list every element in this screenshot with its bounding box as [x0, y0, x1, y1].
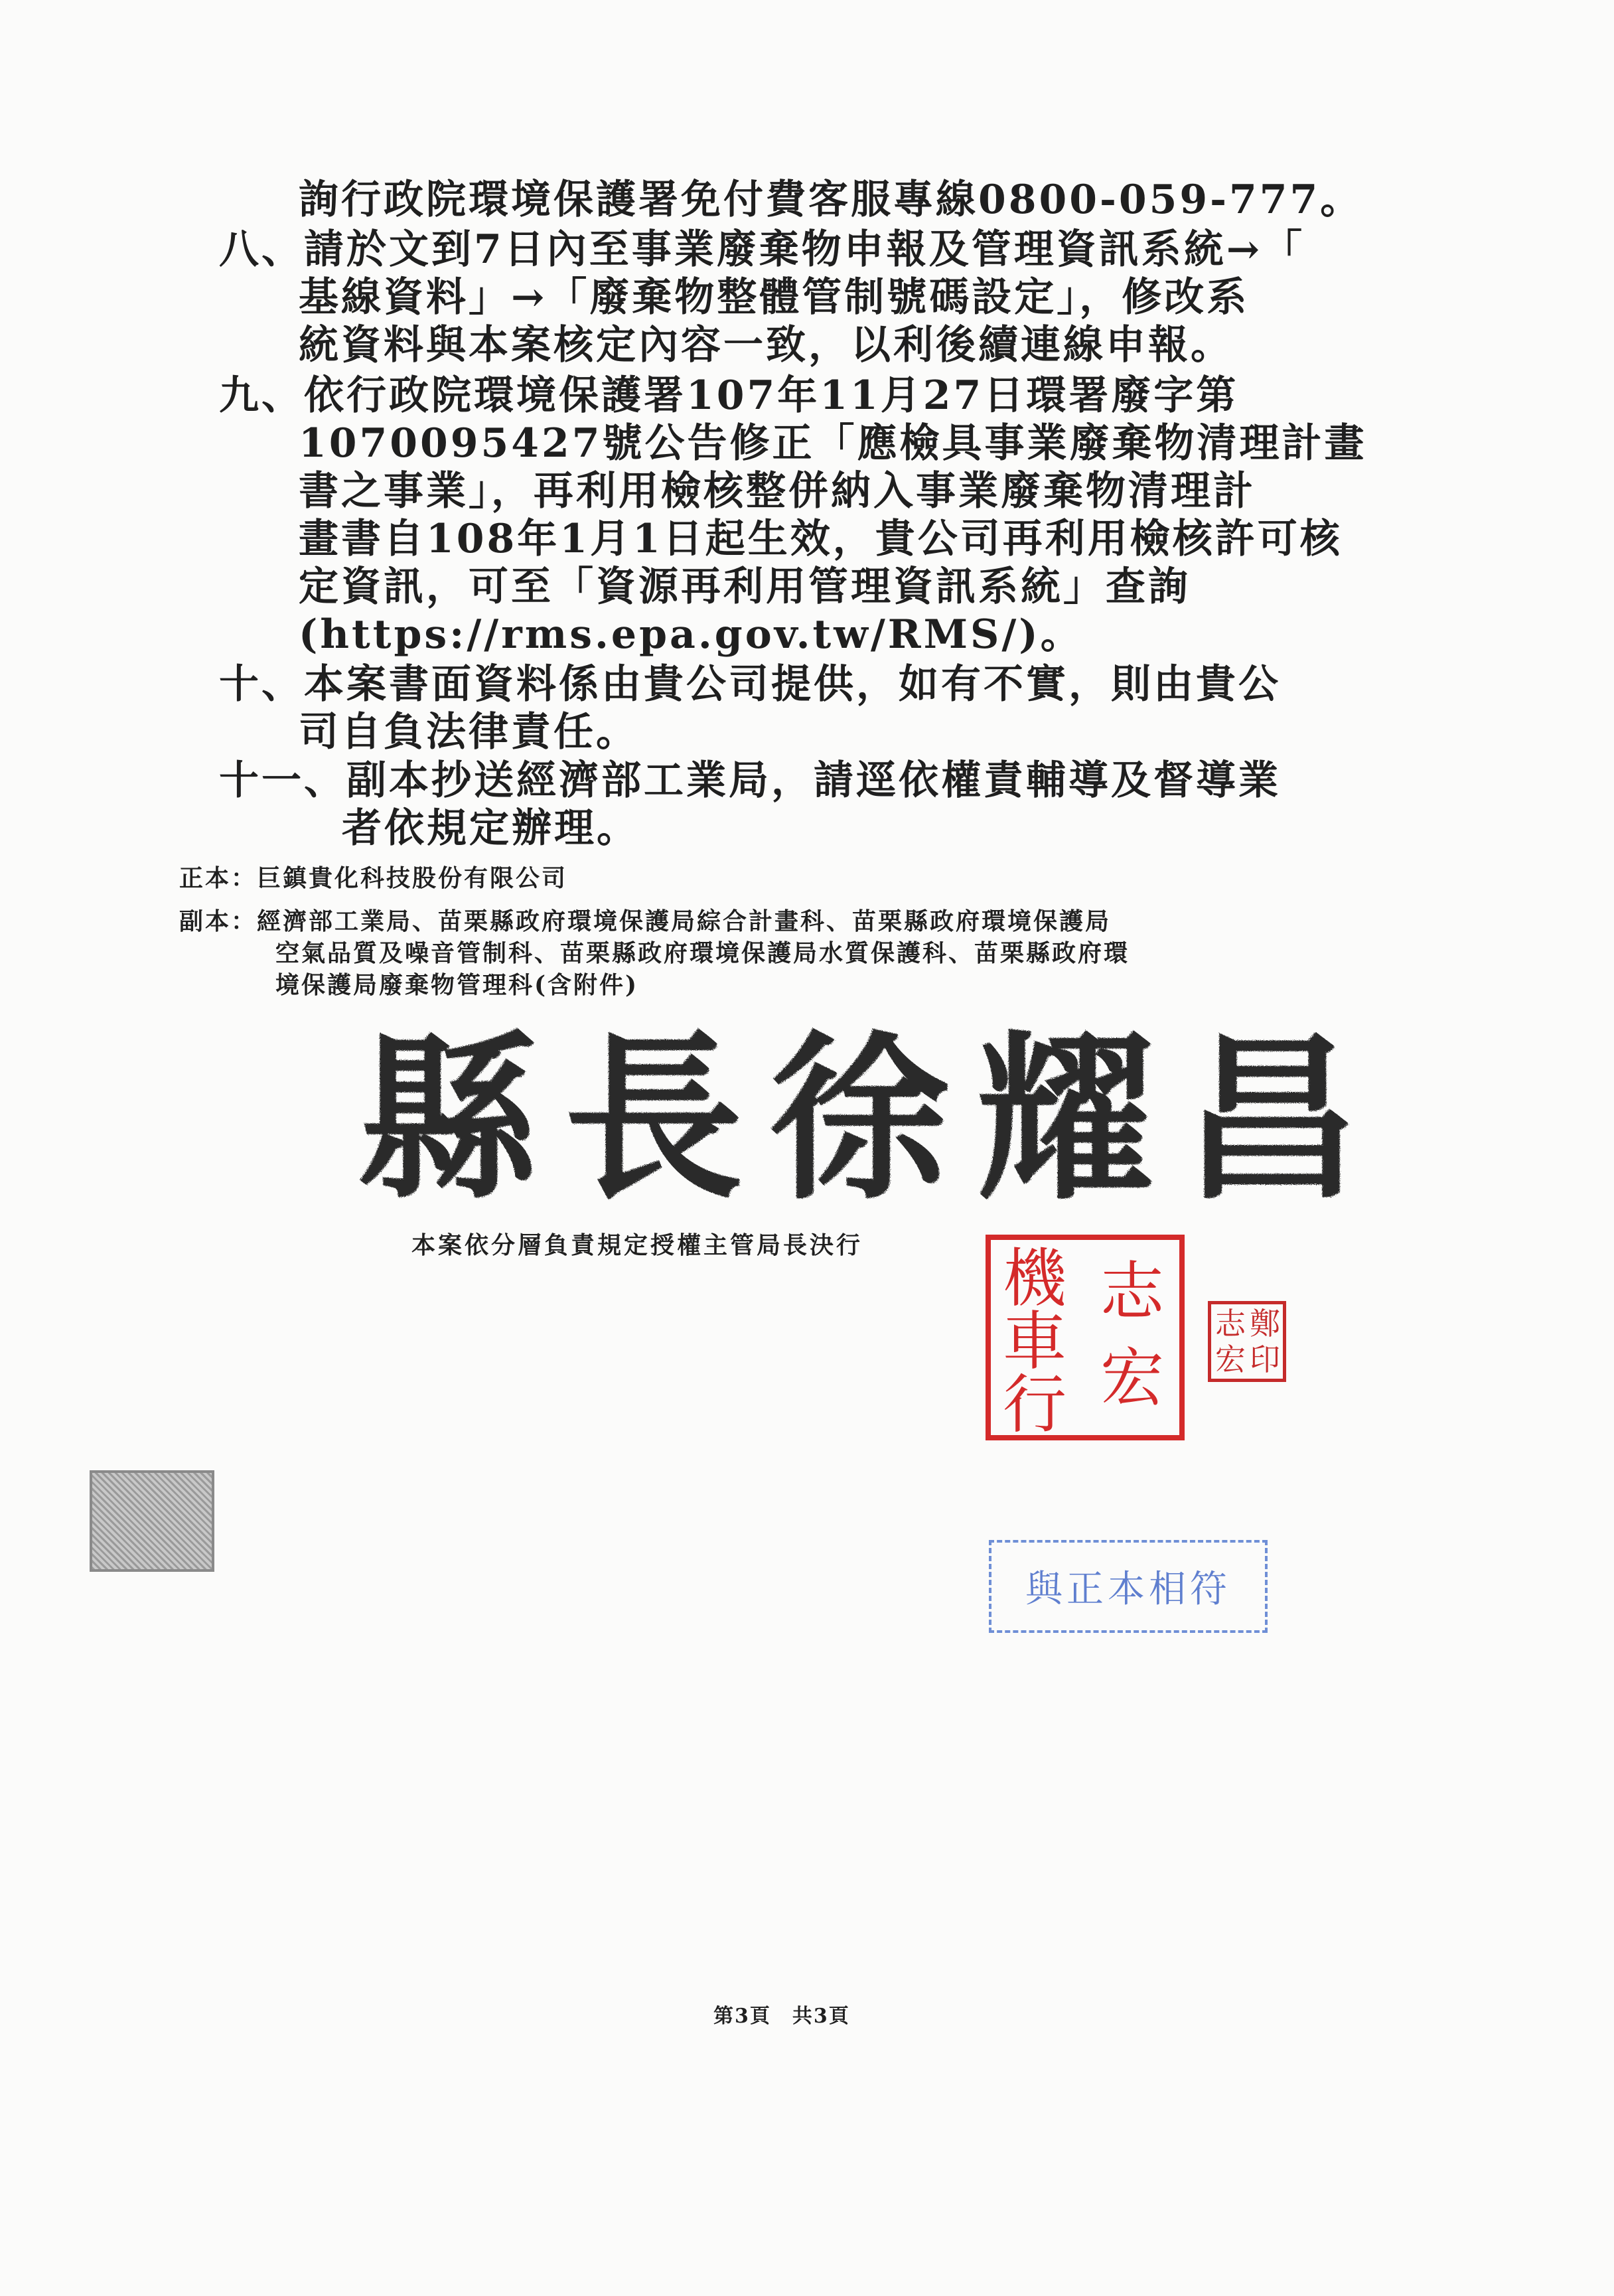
- item-11-line-1: 十一、副本抄送經濟部工業局，請逕依權責輔導及督導業: [219, 757, 1281, 804]
- body-line-hotline: 詢行政院環境保護署免付費客服專線0800-059-777。: [299, 177, 1363, 223]
- item-9-line-5: 定資訊，可至「資源再利用管理資訊系統」查詢: [299, 564, 1191, 610]
- item-8-line-3: 統資料與本案核定內容一致，以利後續連線申報。: [299, 322, 1233, 368]
- grey-stamp: [90, 1470, 214, 1572]
- item-10-line-2: 司自負法律責任。: [299, 709, 638, 755]
- seal-char: 宏: [1215, 1341, 1246, 1377]
- magistrate-signature: [358, 1013, 1387, 1224]
- item-10-line-1: 十、本案書面資料係由貴公司提供，如有不實，則由貴公: [219, 661, 1281, 708]
- cc-recipients-line-3: 境保護局廢棄物管理科(含附件): [275, 971, 639, 999]
- seal-char: 車: [1003, 1304, 1066, 1379]
- cc-recipients-line-2: 空氣品質及噪音管制科、苗栗縣政府環境保護局水質保護科、苗栗縣政府環: [275, 939, 1130, 967]
- seal-char: 志: [1215, 1306, 1246, 1341]
- item-9-line-4: 畫書自108年1月1日起生效，貴公司再利用檢核許可核: [299, 516, 1343, 562]
- seal-char: 行: [1003, 1367, 1066, 1442]
- primary-recipient: 正本：巨鎮貴化科技股份有限公司: [179, 864, 568, 892]
- item-9-line-6: (https://rms.epa.gov.tw/RMS/)。: [299, 611, 1083, 658]
- item-8-line-1: 八、請於文到7日內至事業廢棄物申報及管理資訊系統→「: [219, 226, 1305, 273]
- certified-copy-text: 與正本相符: [1025, 1568, 1231, 1611]
- item-11-line-2: 者依規定辦理。: [342, 805, 639, 852]
- signature-text: 縣長徐耀昌: [358, 1013, 1387, 1224]
- seal-char: 志: [1100, 1255, 1164, 1329]
- personal-seal: [1208, 1301, 1286, 1382]
- page-number: 第3頁 共3頁: [713, 2005, 850, 2028]
- company-seal: [986, 1235, 1185, 1440]
- item-9-line-1: 九、依行政院環境保護署107年11月27日環署廢字第: [219, 372, 1239, 419]
- certified-copy-stamp: [989, 1540, 1268, 1633]
- item-9-line-2: 1070095427號公告修正「應檢具事業廢棄物清理計畫: [299, 420, 1367, 467]
- cc-recipients-line-1: 副本：經濟部工業局、苗栗縣政府環境保護局綜合計畫科、苗栗縣政府環境保護局: [179, 907, 1112, 935]
- seal-char: 鄭: [1250, 1306, 1280, 1341]
- seal-char: 機: [1003, 1241, 1066, 1316]
- item-8-line-2: 基線資料」→「廢棄物整體管制號碼設定」，修改系: [299, 274, 1250, 321]
- seal-char: 印: [1250, 1341, 1280, 1377]
- item-9-line-3: 書之事業」，再利用檢核整併納入事業廢棄物清理計: [299, 468, 1256, 514]
- delegation-note: 本案依分層負責規定授權主管局長決行: [411, 1231, 863, 1259]
- seal-char: 宏: [1100, 1341, 1164, 1415]
